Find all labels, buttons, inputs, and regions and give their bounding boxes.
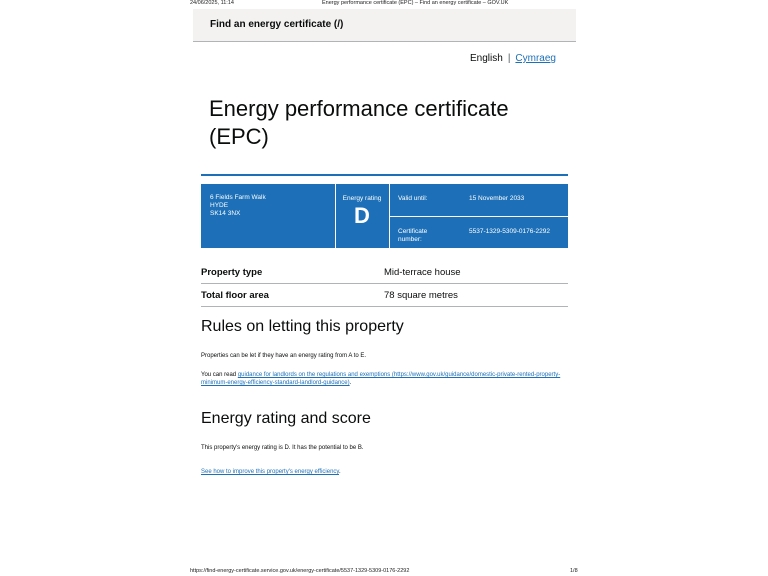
letting-rules-heading: Rules on letting this property	[201, 318, 404, 335]
improve-suffix: .	[339, 469, 341, 475]
address-line-3: SK14 3NX	[210, 210, 241, 217]
print-url: https://find-energy-certificate.service.gov.uk/energy-certificate/5537-1329-5309-0176-2292	[190, 568, 410, 574]
landlord-guidance-link[interactable]: guidance for landlords on the regulations and exemptions (https://www.gov.uk/guidance/domestic-private-rented-property-minimum-energy-efficiency-standard-landlord-guidance)	[201, 372, 561, 386]
summary-value: 78 square metres	[384, 290, 458, 301]
box-row-divider	[390, 216, 568, 217]
landlord-guidance-paragraph	[201, 371, 561, 387]
summary-key: Property type	[201, 267, 263, 278]
language-english: English	[470, 53, 503, 64]
summary-value: Mid-terrace house	[384, 267, 461, 278]
improve-efficiency-paragraph	[201, 468, 561, 476]
certificate-number-value: 5537-1329-5309-0176-2292	[469, 228, 550, 235]
summary-key: Total floor area	[201, 290, 269, 301]
energy-rating-letter: D	[354, 203, 370, 228]
address-line-1: 6 Fields Farm Walk	[210, 194, 266, 201]
certificate-number-label: Certificate number:	[398, 228, 428, 243]
valid-until-value: 15 November 2033	[469, 195, 525, 202]
epc-summary-box	[201, 184, 568, 248]
address-line-2: HYDE	[210, 202, 229, 209]
language-switcher	[470, 53, 556, 64]
guidance-prefix: You can read	[201, 372, 238, 378]
print-date: 24/06/2025, 11:14	[190, 0, 234, 6]
language-welsh-link[interactable]: Cymraeg	[515, 53, 556, 64]
service-header	[193, 9, 576, 42]
guidance-suffix: .	[349, 380, 352, 386]
service-name-link[interactable]: Find an energy certificate (/)	[210, 19, 344, 30]
summary-row-floor-area	[201, 284, 568, 307]
print-header	[0, 0, 768, 8]
page-title: Energy performance certificate (EPC)	[209, 96, 509, 149]
improve-efficiency-link[interactable]: See how to improve this property's energy efficiency	[201, 469, 339, 475]
summary-row-property-type	[201, 261, 568, 284]
property-address	[210, 194, 266, 218]
energy-rating-text: This property's energy rating is D. It has the potential to be B.	[201, 445, 364, 451]
valid-until-label: Valid until:	[398, 195, 428, 202]
print-footer	[0, 568, 768, 576]
letting-rules-text: Properties can be let if they have an energy rating from A to E.	[201, 353, 367, 359]
energy-rating-label: Energy rating	[342, 195, 382, 202]
language-separator: |	[507, 53, 511, 64]
print-page-number: 1/8	[570, 568, 578, 574]
title-divider	[201, 174, 568, 176]
energy-rating-heading: Energy rating and score	[201, 410, 371, 427]
print-doc-title: Energy performance certificate (EPC) – Find an energy certificate – GOV.UK	[322, 0, 509, 6]
